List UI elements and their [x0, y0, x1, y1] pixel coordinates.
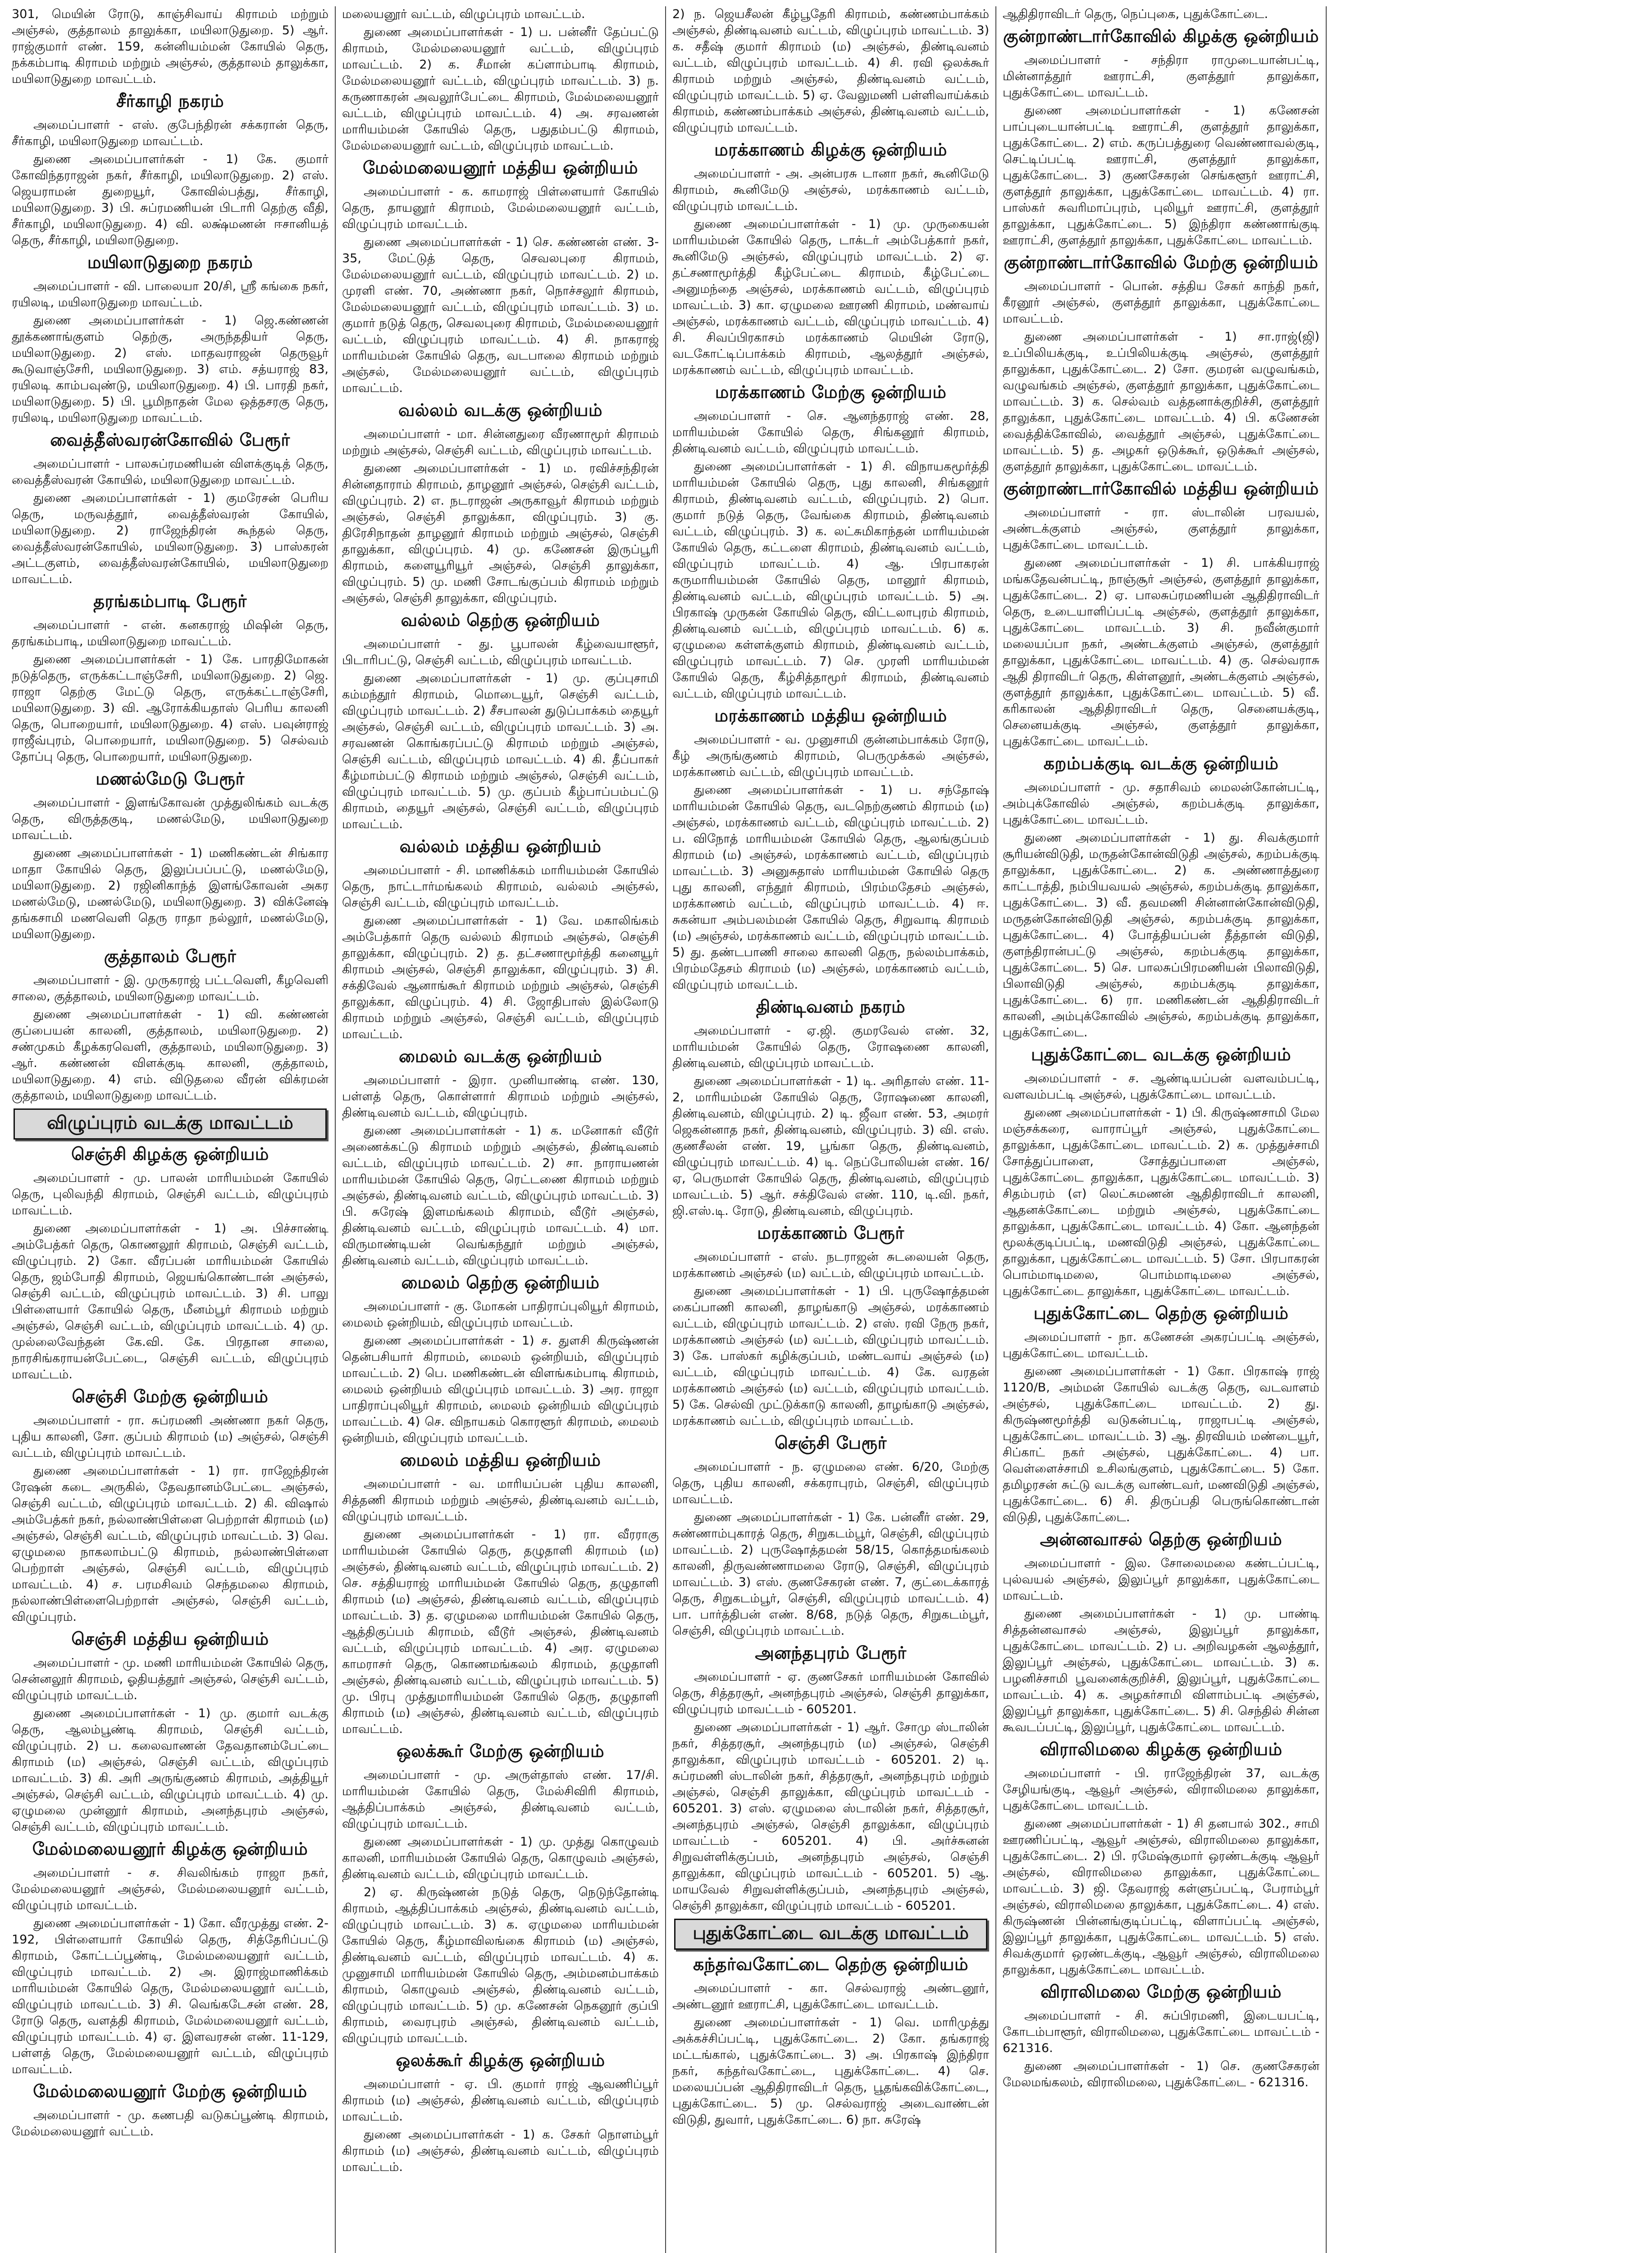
appointment-paragraph: 301, மெயின் ரோடு, காஞ்சிவாய் கிராமம் மற்றும் அஞ்சல், குத்தாலம் தாலுக்கா, மயிலாடுதுறை. 5) ஆர். ராஜ்குமார் எண். 159, கன்னியம்மன் கோயில் தெரு, நக்கம்பாடி கிராமம் மற்றும் அஞ்சல், குத்தாலம் தாலுக்கா, மயிலாடுதுறை மாவட்டம். [12, 7, 329, 86]
appointment-paragraph: அமைப்பாளர் - பி. ராஜேந்திரன் 37, வடக்கு சேழியங்குடி, ஆவூர் அஞ்சல், விராலிமலை தாலுக்கா, புதுக்கோட்டை மாவட்டம். [1003, 1766, 1319, 1813]
appointment-paragraph: துணை அமைப்பாளர்கள் - 1) ஆர். சோமு ஸ்டாலின் நகர், சித்தரசூர், அனந்தபுரம் (ம) அஞ்சல், செஞ்சி தாலுக்கா, விழுப்புரம் மாவட்டம் - 605201. 2) டி. சுப்ரமணி ஸ்டாலின் நகர், சித்தரசூர், அனந்தபுரம் மற்றும் அஞ்சல், செஞ்சி தாலுக்கா, விழுப்புரம் மாவட்டம் - 605201. 3) எஸ். ஏழுமலை ஸ்டாலின் நகர், சித்தரசூர், அனந்தபுரம் அஞ்சல், செஞ்சி தாலுக்கா, விழுப்புரம் மாவட்டம் - 605201. 4) பி. அர்ச்சுனன் சிறுவள்ளிக்குப்பம், அனந்தபுரம் அஞ்சல், செஞ்சி தாலுக்கா, விழுப்புரம் மாவட்டம் - 605201. 5) ஆ. மாயவேல் சிறுவள்ளிக்குப்பம், அனந்தபுரம் அஞ்சல், செஞ்சி தாலுக்கா, விழுப்புரம் மாவட்டம் - 605201. [672, 1720, 989, 1913]
appointment-paragraph: துணை அமைப்பாளர்கள் - 1) க. மனோகர் வீடூர் அணைக்கட்டு கிராமம் மற்றும் அஞ்சல், திண்டிவனம் வட்டம், விழுப்புரம் மாவட்டம். 2) சா. நாராயணன் மாரியம்மன் கோயில் தெரு, ரெட்டணை கிராமம் மற்றும் அஞ்சல், திண்டிவனம் வட்டம், விழுப்புரம் மாவட்டம். 3) பி. சுரேஷ் இளமங்கலம் கிராமம், வீடூர் அஞ்சல், திண்டிவனம் வட்டம், விழுப்புரம் மாவட்டம். 4) மா. விருமாண்டியன் வெங்கந்தூர் மற்றும் அஞ்சல், திண்டிவனம் வட்டம், விழுப்புரம் மாவட்டம். [342, 1124, 659, 1268]
section-heading: குன்றாண்டார்கோவில் மேற்கு ஒன்றியம் [1004, 252, 1319, 272]
appointment-paragraph: துணை அமைப்பாளர்கள் - 1) மு. பாண்டி சித்தன்னவாசல் அஞ்சல், இலுப்பூர் தாலுக்கா, புதுக்கோட்டை மாவட்டம். 2) ப. அறிவழகன் ஆலத்தூர், இலுப்பூர் அஞ்சல், புதுக்கோட்டை மாவட்டம். 3) க. பழனிச்சாமி பூவனைக்குறிச்சி, இலுப்பூர், புதுக்கோட்டை மாவட்டம். 4) க. அழகர்சாமி விளாம்பட்டி அஞ்சல், இலுப்பூர் தாலுக்கா, புதுக்கோட்டை. 5) சி. செந்தில் சின்ன கூவடப்பட்டி, இலுப்பூர், புதுக்கோட்டை மாவட்டம். [1003, 1607, 1319, 1734]
appointment-paragraph: அமைப்பாளர் - ந. ஏழுமலை எண். 6/20, மேற்கு தெரு, புதிய காலனி, சக்கராபுரம், செஞ்சி, விழுப்புரம் மாவட்டம். [672, 1460, 989, 1506]
section-heading: மைலம் மத்திய ஒன்றியம் [400, 1450, 601, 1470]
appointment-paragraph: அமைப்பாளர் - இல. சோலைமலை கண்டப்பட்டி, புல்வயல் அஞ்சல், இலுப்பூர் தாலுக்கா, புதுக்கோட்டை மாவட்டம். [1003, 1556, 1319, 1603]
appointment-paragraph: அமைப்பாளர் - மு. சதாசிவம் மைலன்கோன்பட்டி, அம்புக்கோவில் அஞ்சல், கறம்பக்குடி தாலுக்கா, புதுக்கோட்டை மாவட்டம். [1003, 780, 1319, 827]
appointment-paragraph: அமைப்பாளர் - வி. பாலையா 20/சி, ஸ்ரீ கங்கை நகர், ரயிலடி, மயிலாடுதுறை மாவட்டம். [12, 279, 329, 310]
section-heading: வைத்தீஸ்வரன்கோவில் பேரூர் [50, 430, 290, 450]
appointment-paragraph: துணை அமைப்பாளர்கள் - 1) மு. குமார் வடக்கு தெரு, ஆலம்பூண்டி கிராமம், செஞ்சி வட்டம், விழுப்புரம். 2) ப. கலைவாணன் தேவதானம்பேட்டை கிராமம் (ம) அஞ்சல், செஞ்சி வட்டம், விழுப்புரம் மாவட்டம். 3) கி. அரி அருங்குணம் கிராமம், அத்தியூர் அஞ்சல், செஞ்சி வட்டம், விழுப்புரம் மாவட்டம். 4) மு. ஏழுமலை முன்னூர் கிராமம், அனந்தபுரம் அஞ்சல், செஞ்சி வட்டம், விழுப்புரம் மாவட்டம். [12, 1706, 329, 1834]
section-heading: விராலிமலை கிழக்கு ஒன்றியம் [1040, 1739, 1282, 1759]
appointment-paragraph: துணை அமைப்பாளர்கள் - 1) மணிகண்டன் சிங்கார மாதா கோயில் தெரு, இலுப்பப்பட்டு, மணல்மேடு, மயிலாடுதுறை. 2) ரஜினிகாந்த் இளங்கோவன் அகர மணல்மேடு, மணல்மேடு, மயிலாடுதுறை. 3) விக்னேஷ் தங்கசாமி மணவெளி தெரு ராதா நல்லூர், மணல்மேடு, மயிலாடுதுறை. [12, 846, 329, 941]
appointment-paragraph: அமைப்பாளர் - ச. சிவலிங்கம் ராஜா நகர், மேல்மலையனூர் அஞ்சல், மேல்மலையனூர் வட்டம், விழுப்புரம் மாவட்டம். [12, 1866, 329, 1912]
appointment-paragraph: அமைப்பாளர் - கு. மோகன் பாதிராப்புலியூர் கிராமம், மைலம் ஒன்றியம், விழுப்புரம் மாவட்டம். [342, 1300, 659, 1330]
appointment-paragraph: அமைப்பாளர் - வ. மாரியப்பன் புதிய காலனி, சித்தணி கிராமம் மற்றும் அஞ்சல், திண்டிவனம் வட்டம், விழுப்புரம் மாவட்டம். [342, 1477, 659, 1523]
appointment-paragraph: துணை அமைப்பாளர்கள் - 1) சி தனபால் 302., சாமி ஊரணிப்பட்டி, ஆவூர் அஞ்சல், விராலிமலை தாலுக்கா, புதுக்கோட்டை. 2) பி. ரமேஷ்குமார் ஒரண்டக்குடி ஆவூர் அஞ்சல், விராலிமலை தாலுக்கா, புதுக்கோட்டை மாவட்டம். 3) ஜி. தேவராஜ் கள்ளுப்பட்டி, பேராம்பூர் அஞ்சல், விராலிமலை தாலுக்கா, புதுக்கோட்டை. 4) எஸ். கிருஷ்ணன் பின்னங்குடிப்பட்டி, விளாப்பட்டி அஞ்சல், இலுப்பூர் தாலுக்கா, புதுக்கோட்டை மாவட்டம். 5) எஸ். சிவக்குமார் ஒரண்டக்குடி, ஆவூர் அஞ்சல், விராலிமலை தாலுக்கா, புதுக்கோட்டை மாவட்டம். [1003, 1817, 1319, 1977]
appointment-paragraph: துணை அமைப்பாளர்கள் - 1) பி. கிருஷ்ணசாமி மேல மஞ்சக்கரை, வாராப்பூர் அஞ்சல், புதுக்கோட்டை தாலுக்கா, புதுக்கோட்டை மாவட்டம். 2) க. முத்துச்சாமி சோத்துப்பாளை, சோத்துப்பாளை அஞ்சல், புதுக்கோட்டை தாலுக்கா, புதுக்கோட்டை மாவட்டம். 3) சிதம்பரம் (எ) லெட்சுமணன் ஆதிதிராவிடர் காலனி, ஆதனக்கோட்டை மற்றும் அஞ்சல், புதுக்கோட்டை தாலுக்கா, புதுக்கோட்டை மாவட்டம். 4) கோ. ஆனந்தன் மூலக்குடிப்பட்டி, மணவிடுதி அஞ்சல், புதுக்கோட்டை தாலுக்கா, புதுக்கோட்டை மாவட்டம். 5) சோ. பிரபாகரன் பொம்மாடிமலை, பொம்மாடிமலை அஞ்சல், புதுக்கோட்டை தாலுக்கா, புதுக்கோட்டை மாவட்டம். [1003, 1106, 1319, 1298]
section-heading: குன்றாண்டார்கோவில் மத்திய ஒன்றியம் [1003, 479, 1319, 498]
appointment-paragraph: அமைப்பாளர் - எஸ். நடராஜன் சுடலையன் தெரு, மரக்காணம் அஞ்சல் (ம) வட்டம், விழுப்புரம் மாவட்டம். [672, 1250, 989, 1280]
section-heading: கறம்பக்குடி வடக்கு ஒன்றியம் [1043, 753, 1279, 773]
appointment-paragraph: அமைப்பாளர் - து. பூபாலன் கீழ்வையாளூர், பிடாரிபட்டு, செஞ்சி வட்டம், விழுப்புரம் மாவட்டம். [342, 637, 659, 667]
appointment-paragraph: அமைப்பாளர் - ஏ.ஜி. குமரவேல் எண். 32, மாரியம்மன் கோயில் தெரு, ரோஷணை காலனி, திண்டிவனம், விழுப்புரம் மாவட்டம். [672, 1024, 989, 1070]
appointment-paragraph: துணை அமைப்பாளர்கள் - 1) சி. பாக்கியராஜ் மங்கதேவன்பட்டி, நாஞ்சூர் அஞ்சல், குளத்தூர் தாலுக்கா, புதுக்கோட்டை. 2) ஏ. பாலசுப்ரமணியன் ஆதிதிராவிடர் தெரு, உடையாளிப்பட்டி அஞ்சல், குளத்தூர் தாலுக்கா, புதுக்கோட்டை மாவட்டம். 3) சி. நவீன்குமார் மலையப்பா நகர், அண்டக்குளம் அஞ்சல், குளத்தூர் தாலுக்கா, புதுக்கோட்டை மாவட்டம். 4) கு. செல்வராசு ஆதி திராவிடர் தெரு, கிள்ளனூர், அண்டக்குளம் அஞ்சல், குளத்தூர் தாலுக்கா, புதுக்கோட்டை மாவட்டம். 5) வீ. கரிகாலன் ஆதிதிராவிடர் தெரு, செனையக்குடி, செனையக்குடி அஞ்சல், குளத்தூர் தாலுக்கா, புதுக்கோட்டை மாவட்டம். [1003, 556, 1319, 748]
section-heading: செஞ்சி கிழக்கு ஒன்றியம் [71, 1144, 269, 1164]
section-heading: மைலம் தெற்கு ஒன்றியம் [401, 1272, 600, 1292]
appointment-paragraph: துணை அமைப்பாளர்கள் - 1) பி. புருஷோத்தமன் கைப்பாணி காலனி, தாழங்காடு அஞ்சல், மரக்காணம் வட்டம், விழுப்புரம் மாவட்டம். 2) எஸ். ரவி நேரு நகர், மரக்காணம் அஞ்சல் (ம) வட்டம், விழுப்புரம் மாவட்டம். 3) கே. பாஸ்கர் கழிக்குப்பம், மண்டவாய் அஞ்சல் (ம) வட்டம், விழுப்புரம் மாவட்டம். 4) கே. வரதன் மரக்காணம் அஞ்சல் (ம) வட்டம், விழுப்புரம் மாவட்டம். 5) கே. செல்வி முட்டுக்காடு காலனி, தாழங்காடு அஞ்சல், மரக்காணம் வட்டம், விழுப்புரம் மாவட்டம். [672, 1284, 989, 1428]
section-heading: அன்னவாசல் தெற்கு ஒன்றியம் [1040, 1529, 1282, 1549]
column-1 [5, 6, 336, 2253]
appointment-paragraph: அமைப்பாளர் - மு. கணபதி வடுகப்பூண்டி கிராமம், மேல்மலையனூர் வட்டம். [12, 2108, 329, 2139]
appointment-paragraph: துணை அமைப்பாளர்கள் - 1) து. சிவக்குமார் சூரியன்விடுதி, மருதன்கோன்விடுதி அஞ்சல், கறம்பக்குடி தாலுக்கா, புதுக்கோட்டை. 2) க. அண்ணாத்துரை காட்டாத்தி, நம்பியவயல் அஞ்சல், கறம்பக்குடி தாலுக்கா, புதுக்கோட்டை. 3) வீ. தவமணி சின்னான்கோன்விடுதி, மருதன்கோன்விடுதி அஞ்சல், கறம்பக்குடி தாலுக்கா, புதுக்கோட்டை. 4) போத்தியப்பன் தீத்தான் விடுதி, குளந்திரான்பட்டு அஞ்சல், கறம்பக்குடி தாலுக்கா, புதுக்கோட்டை. 5) செ. பாலசுப்பிரமணியன் பிலாவிடுதி, பிலாவிடுதி அஞ்சல், கறம்பக்குடி தாலுக்கா, புதுக்கோட்டை. 6) ரா. மணிகண்டன் ஆதிதிராவிடர் காலனி, அம்புக்கோவில் அஞ்சல், கறம்பக்குடி தாலுக்கா, புதுக்கோட்டை. [1003, 831, 1319, 1040]
appointment-paragraph: துணை அமைப்பாளர்கள் - 1) கோ. பிரகாஷ் ராஜ் 1120/B, அம்மன் கோயில் வடக்கு தெரு, வடவாளம் அஞ்சல், புதுக்கோட்டை மாவட்டம். 2) து. கிருஷ்ணமூர்த்தி வடுகன்பட்டி, ராஜாபட்டி அஞ்சல், புதுக்கோட்டை மாவட்டம். 3) ஆ. திரவியம் மண்டையூர், சிப்காட் நகர் அஞ்சல், புதுக்கோட்டை. 4) பா. வெள்ளைச்சாமி உசிலங்குளம், புதுக்கோட்டை. 5) கோ. தமிழரசன் சுட்டு வடக்கு வாண்டவர், மணவிடுதி அஞ்சல், புதுக்கோட்டை. 6) சி. திருப்பதி பெருங்கொண்டான் விடுதி, புதுக்கோட்டை. [1003, 1364, 1319, 1524]
section-heading: மேல்மலையனூர் கிழக்கு ஒன்றியம் [32, 1839, 308, 1859]
section-heading: கந்தர்வகோட்டை தெற்கு ஒன்றியம் [693, 1954, 968, 1974]
section-heading: திண்டிவனம் நகரம் [756, 997, 906, 1017]
appointment-paragraph: அமைப்பாளர் - பாலசுப்ரமணியன் விளக்குடித் தெரு, வைத்தீஸ்வரன் கோயில், மயிலாடுதுறை மாவட்டம். [12, 457, 329, 487]
section-heading: அனந்தபுரம் பேரூர் [755, 1643, 907, 1663]
section-heading: விராலிமலை மேற்கு ஒன்றியம் [1040, 1982, 1282, 2002]
column-3 [666, 6, 996, 2253]
appointment-paragraph: துணை அமைப்பாளர்கள் - 1) செ. கண்ணன் எண். 3-35, மேட்டுத் தெரு, செவலபுரை கிராமம், மேல்மலையனூர் வட்டம், விழுப்புரம் மாவட்டம். 2) ம. முரளி எண். 70, அண்ணா நகர், நொச்சலூர் கிராமம், மேல்மலையனூர் வட்டம், விழுப்புரம் மாவட்டம். 3) ம. குமார் நடுத் தெரு, செவலபுரை கிராமம், மேல்மலையனூர் வட்டம், விழுப்புரம் மாவட்டம். 4) சி. நாகராஜ் மாரியம்மன் கோயில் தெரு, வடபாலை கிராமம் மற்றும் அஞ்சல், மேல்மலையனூர் வட்டம், விழுப்புரம் மாவட்டம். [342, 235, 659, 395]
section-heading: மயிலாடுதுறை நகரம் [87, 252, 253, 272]
appointment-paragraph: அமைப்பாளர் - இளங்கோவன் முத்துலிங்கம் வடக்கு தெரு, விருத்தகுடி, மணல்மேடு, மயிலாடுதுறை மாவட்டம். [12, 796, 329, 842]
appointment-paragraph: அமைப்பாளர் - மா. சின்னதுரை வீரணாமூர் கிராமம் மற்றும் அஞ்சல், செஞ்சி வட்டம், விழுப்புரம் மாவட்டம். [342, 427, 659, 457]
section-heading: மரக்காணம் பேரூர் [757, 1223, 904, 1243]
district-banner: விழுப்புரம் வடக்கு மாவட்டம் [14, 1108, 327, 1140]
appointment-paragraph: அமைப்பாளர் - க. காமராஜ் பிள்ளையார் கோயில் தெரு, தாயனூர் கிராமம், மேல்மலையனூர் வட்டம், விழுப்புரம் மாவட்டம். [342, 185, 659, 231]
appointment-paragraph: அமைப்பாளர் - எஸ். குபேந்திரன் சக்கரான் தெரு, சீர்காழி, மயிலாடுதுறை மாவட்டம். [12, 118, 329, 148]
section-heading: மைலம் வடக்கு ஒன்றியம் [398, 1046, 602, 1066]
appointment-paragraph: துணை அமைப்பாளர்கள் - 1) ப. பன்னீர் தேப்பட்டு கிராமம், மேல்மலையனூர் வட்டம், விழுப்புரம் மாவட்டம். 2) க. சீமான் கப்ளாம்பாடி கிராமம், மேல்மலையனூர் வட்டம், விழுப்புரம் மாவட்டம். 3) ந. கருணாகரன் அவலூர்பேட்டை கிராமம், மேல்மலையனூர் வட்டம், விழுப்புரம் மாவட்டம். 4) அ. சரவணன் மாரியம்மன் கோயில் தெரு, பதுதம்பட்டு கிராமம், மேல்மலையனூர் வட்டம், விழுப்புரம் மாவட்டம். [342, 25, 659, 153]
appointment-paragraph: அமைப்பாளர் - நா. கணேசன் அகரப்பட்டி அஞ்சல், புதுக்கோட்டை மாவட்டம். [1003, 1330, 1319, 1360]
appointment-paragraph: துணை அமைப்பாளர்கள் - 1) ம. ரவிச்சந்திரன் சின்னதாராம் கிராமம், தாழனூர் அஞ்சல், செஞ்சி வட்டம், விழுப்புரம். 2) எ. நடராஜன் அருகாவூர் கிராமம் மற்றும் அஞ்சல், செஞ்சி தாலுக்கா, விழுப்புரம். 3) கு. திரேசிநாதன் தாழனூர் கிராமம் மற்றும் அஞ்சல், செஞ்சி தாலுக்கா, விழுப்புரம். 4) மு. கணேசன் இருப்பூரி கிராமம், களையூரியூர் அஞ்சல், செஞ்சி தாலுக்கா, விழுப்புரம். 5) மு. மணி சோடங்குப்பம் கிராமம் மற்றும் அஞ்சல், செஞ்சி தாலுக்கா, விழுப்புரம். [342, 461, 659, 605]
section-heading: சீர்காழி நகரம் [116, 91, 224, 111]
appointment-paragraph: அமைப்பாளர் - பொன். சத்திய சேகர் காந்தி நகர், கீரனூர் அஞ்சல், குளத்தூர் தாலுக்கா, புதுக்கோட்டை மாவட்டம். [1003, 279, 1319, 326]
section-heading: புதுக்கோட்டை வடக்கு ஒன்றியம் [1031, 1044, 1291, 1064]
section-heading: செஞ்சி மத்திய ஒன்றியம் [71, 1629, 269, 1649]
appointment-paragraph: துணை அமைப்பாளர்கள் - 1) ச. துளசி கிருஷ்ணன் தென்பசியார் கிராமம், மைலம் ஒன்றியம், விழுப்புரம் மாவட்டம். 2) பெ. மணிகண்டன் விளங்கம்பாடி கிராமம், மைலம் ஒன்றியம் விழுப்புரம் மாவட்டம். 3) அர. ராஜா பாதிராப்புலியூர் கிராமம், மைலம் ஒன்றியம் விழுப்புரம் மாவட்டம். 4) செ. விநாயகம் கொரளூர் கிராமம், மைலம் ஒன்றியம், விழுப்புரம் மாவட்டம். [342, 1334, 659, 1445]
section-heading: வல்லம் மத்திய ஒன்றியம் [399, 836, 602, 856]
appointment-paragraph: அமைப்பாளர் - அ. அன்பரசு டானா நகர், கூனிமேடு கிராமம், கூனிமேடு அஞ்சல், மரக்காணம் வட்டம், விழுப்புரம் மாவட்டம். [672, 167, 989, 213]
section-heading: தரங்கம்பாடி பேரூர் [93, 591, 247, 611]
appointment-paragraph: துணை அமைப்பாளர்கள் - 1) கே. பாரதிமோகன் நடுத்தெரு, எருக்கட்டாஞ்சேரி, மயிலாடுதுறை. 2) ஜெ. ராஜா தெற்கு மேட்டு தெரு, எருக்கட்டாஞ்சேரி, மயிலாடுதுறை. 3) வி. ஆரோக்கியதாஸ் பெரிய காலனி தெரு, பொறையார், மயிலாடுதுறை. 4) எஸ். பவுன்ராஜ் ராஜீவ்புரம், பொறையார், மயிலாடுதுறை. 5) செல்வம் தோப்பு தெரு, பொறையார், மயிலாடுதுறை. [12, 652, 329, 764]
appointment-paragraph: அமைப்பாளர் - கா. செல்வராஜ் அண்டனூர், அண்டனூர் ஊராட்சி, புதுக்கோட்டை மாவட்டம். [672, 1981, 989, 2011]
appointment-paragraph: துணை அமைப்பாளர்கள் - 1) சா.ராஜ்(ஜி) உப்பிலியக்குடி, உப்பிலியக்குடி அஞ்சல், குளத்தூர் தாலுக்கா, புதுக்கோட்டை. 2) சோ. குமரன் வழுவங்கம், வழுவங்கம் அஞ்சல், குளத்தூர் தாலுக்கா, புதுக்கோட்டை மாவட்டம். 3) க. செல்வம் வத்தனாக்குறிச்சி, குளத்தூர் தாலுக்கா, புதுக்கோட்டை மாவட்டம். 4) பி. கணேசன் வைத்திக்கோவில், வைத்தூர் அஞ்சல், புதுக்கோட்டை மாவட்டம். 5) த. அழகர் ஒடுக்கூர், ஒடுக்கூர் அஞ்சல், குளத்தூர் தாலுக்கா, புதுக்கோட்டை மாவட்டம். [1003, 330, 1319, 474]
appointment-paragraph: துணை அமைப்பாளர்கள் - 1) ஜெ.கண்ணன் தூக்கணாங்குளம் தெற்கு, அருந்ததியர் தெரு, மயிலாடுதுறை. 2) எஸ். மாதவராஜன் தெருவூர் கூடுவாஞ்சேரி, மயிலாடுதுறை. 3) எம். சத்யராஜ் 83, ரயிலடி காம்பவுண்டு, மயிலாடுதுறை. 4) பி. பாரதி நகர், மயிலாடுதுறை. 5) பி. பூமிநாதன் மேல ஒத்தசரகு தெரு, ரயிலடி, மயிலாடுதுறை மாவட்டம். [12, 314, 329, 425]
appointment-paragraph: துணை அமைப்பாளர்கள் - 1) கோ. வீரமுத்து எண். 2-192, பிள்ளையார் கோயில் தெரு, சித்தேரிப்பட்டு கிராமம், கோட்டப்பூண்டி, மேல்மலையனூர் வட்டம், விழுப்புரம் மாவட்டம். 2) அ. இராஜ்மாணிக்கம் மாரியம்மன் கோயில் தெரு, மேல்மலையனூர் வட்டம், விழுப்புரம் மாவட்டம். 3) சி. வெங்கடேசன் எண். 28, ரோடு தெரு, வளத்தி கிராமம், மேல்மலையனூர் வட்டம், விழுப்புரம் மாவட்டம். 4) ஏ. இளவரசன் எண். 11-129, பள்ளத் தெரு, மேல்மலையனூர் வட்டம், விழுப்புரம் மாவட்டம். [12, 1916, 329, 2076]
appointment-paragraph: துணை அமைப்பாளர்கள் - 1) ப. சந்தோஷ் மாரியம்மன் கோயில் தெரு, வடநெற்குணம் கிராமம் (ம) அஞ்சல், மரக்காணம் வட்டம், விழுப்புரம் மாவட்டம். 2) ப. விநோத் மாரியம்மன் கோயில் தெரு, ஆலங்குப்பம் கிராமம் (ம) அஞ்சல், மரக்காணம் வட்டம், விழுப்புரம் மாவட்டம். 3) அனுசுதாஸ் மாரியம்மன் கோயில் தெரு புது காலனி, எந்தூர் கிராமம், பிரம்மதேசம் அஞ்சல், மரக்காணம் வட்டம், விழுப்புரம் மாவட்டம். 4) ஈ. சுகன்யா அம்பலம்மன் கோயில் தெரு, சிறுவாடி கிராமம் (ம) அஞ்சல், மரக்காணம் வட்டம், விழுப்புரம் மாவட்டம். 5) து. தண்டபாணி சாலை காலனி தெரு, நல்லம்பாக்கம், பிரம்மதேசம் கிராமம் (ம) அஞ்சல், மரக்காணம் வட்டம், விழுப்புரம் மாவட்டம். [672, 783, 989, 992]
section-heading: வல்லம் தெற்கு ஒன்றியம் [401, 610, 600, 630]
appointment-paragraph: அமைப்பாளர் - சி. மாணிக்கம் மாரியம்மன் கோயில் தெரு, நாட்டார்மங்கலம் கிராமம், வல்லம் அஞ்சல், செஞ்சி வட்டம், விழுப்புரம் மாவட்டம். [342, 863, 659, 910]
appointment-paragraph: துணை அமைப்பாளர்கள் - 1) க. சேகர் நொளம்பூர் கிராமம் (ம) அஞ்சல், திண்டிவனம் வட்டம், விழுப்புரம் மாவட்டம். [342, 2128, 659, 2174]
appointment-paragraph: அமைப்பாளர் - இ. முருகராஜ் பட்டவெளி, கீழவெளி சாலை, குத்தாலம், மயிலாடுதுறை மாவட்டம். [12, 973, 329, 1003]
appointment-paragraph: துணை அமைப்பாளர்கள் - 1) டி. அரிதாஸ் எண். 11-2, மாரியம்மன் கோயில் தெரு, ரோஷணை காலனி, திண்டிவனம், விழுப்புரம். 2) டி. ஜீவா எண். 53, அமரர் ஜெகன்னாத நகர், திண்டிவனம், விழுப்புரம். 3) வி. எஸ். குணசீலன் எண். 19, பூங்கா தெரு, திண்டிவனம், விழுப்புரம் மாவட்டம். 4) டி. நெப்போலியன் எண். 16/ஏ, பெருமாள் கோயில் தெரு, திண்டிவனம், விழுப்புரம் மாவட்டம். 5) ஆர். சக்திவேல் எண். 110, டி.வி. நகர், ஜி.எஸ்.டி. ரோடு, திண்டிவனம், விழுப்புரம். [672, 1074, 989, 1218]
appointment-paragraph: துணை அமைப்பாளர்கள் - 1) கணேசன் பாப்புடையான்பட்டி ஊராட்சி, குளத்தூர் தாலுக்கா, புதுக்கோட்டை. 2) எம். கருப்பத்துரை வெண்ணாவல்குடி, செட்டிப்பட்டி ஊராட்சி, குளத்தூர் தாலுக்கா, புதுக்கோட்டை. 3) குணசேகரன் செங்களூர் ஊராட்சி, குளத்தூர் தாலுக்கா, புதுக்கோட்டை மாவட்டம். 4) ரா. பாஸ்கர் சுவரிமாப்புரம், புலியூர் ஊராட்சி, குளத்தூர் தாலுக்கா, புதுக்கோட்டை. 5) இந்திரா கண்ணாங்குடி ஊராட்சி, குளத்தூர் தாலுக்கா, புதுக்கோட்டை மாவட்டம். [1003, 104, 1319, 247]
appointment-paragraph: அமைப்பாளர் - மு. மணி மாரியம்மன் கோயில் தெரு, சென்னலூர் கிராமம், ஓதியத்தூர் அஞ்சல், செஞ்சி வட்டம், விழுப்புரம் மாவட்டம். [12, 1656, 329, 1702]
appointment-paragraph: மலையனூர் வட்டம், விழுப்புரம் மாவட்டம். [342, 7, 585, 21]
section-heading: மணல்மேடு பேரூர் [96, 769, 245, 789]
section-heading: மரக்காணம் கிழக்கு ஒன்றியம் [714, 140, 947, 160]
appointment-paragraph: துணை அமைப்பாளர்கள் - 1) ரா. ராஜேந்திரன் ரேஷன் கடை அருகில், தேவதானம்பேட்டை அஞ்சல், செஞ்சி வட்டம், விழுப்புரம் மாவட்டம். 2) கி. விஷால் அம்பேத்கர் நகர், நல்லாண்பிள்ளை பெற்றாள் கிராமம் (ம) அஞ்சல், செஞ்சி வட்டம், விழுப்புரம் மாவட்டம். 3) வெ. ஏழுமலை நாகலாம்பட்டு கிராமம், நல்லாண்பிள்ளை பெற்றாள் அஞ்சல், செஞ்சி வட்டம், விழுப்புரம் மாவட்டம். 4) ச. பரமசிவம் செந்தமலை கிராமம், நல்லாண்பிள்ளைபெற்றாள் அஞ்சல், செஞ்சி வட்டம், விழுப்புரம். [12, 1464, 329, 1624]
appointment-paragraph: துணை அமைப்பாளர்கள் - 1) வி. கண்ணன் குப்பையன் காலனி, குத்தாலம், மயிலாடுதுறை. 2) சண்முகம் கீழக்கரவெளி, குத்தாலம், மயிலாடுதுறை. 3) ஆர். கண்ணன் விளக்குடி காலனி, குத்தாலம், மயிலாடுதுறை. 4) எம். விடுதலை வீரன் விக்ரமன் குத்தாலம், மயிலாடுதுறை மாவட்டம். [12, 1008, 329, 1103]
appointment-paragraph: அமைப்பாளர் - வ. முனுசாமி குன்னம்பாக்கம் ரோடு, கீழ் அருங்குணம் கிராமம், பெருமுக்கல் அஞ்சல், மரக்காணம் வட்டம், விழுப்புரம் மாவட்டம். [672, 733, 989, 779]
column-2 [336, 6, 666, 2253]
appointment-paragraph: துணை அமைப்பாளர்கள் - 1) மு. முருகையன் மாரியம்மன் கோயில் தெரு, டாக்டர் அம்பேத்கார் நகர், கூனிமேடு அஞ்சல், விழுப்புரம் மாவட்டம். 2) ஏ. தட்சணாமூர்த்தி கீழ்பேட்டை கிராமம், கீழ்பேட்டை அனுமந்தை அஞ்சல், மரக்காணம் வட்டம், விழுப்புரம் மாவட்டம். 3) கா. ஏழுமலை ஊரணி கிராமம், மண்வாய் அஞ்சல், மரக்காணம் வட்டம், விழுப்புரம் மாவட்டம். 4) சி. சிவப்பிரகாசம் மரக்காணம் மெயின் ரோடு, வடகோட்டிப்பாக்கம் கிராமம், ஆலத்தூர் அஞ்சல், மரக்காணம் வட்டம், விழுப்புரம் மாவட்டம். [672, 217, 989, 377]
appointment-paragraph: ஆதிதிராவிடர் தெரு, நெப்புகை, புதுக்கோட்டை. [1003, 7, 1269, 21]
appointment-paragraph: 2) ஏ. கிருஷ்ணன் நடுத் தெரு, நெடுந்தோன்டி கிராமம், ஆத்திப்பாக்கம் அஞ்சல், திண்டிவனம் வட்டம், விழுப்புரம் மாவட்டம். 3) க. ஏழுமலை மாரியம்மன் கோயில் தெரு, கீழ்மாவிலங்கை கிராமம் (ம) அஞ்சல், திண்டிவனம் வட்டம், விழுப்புரம் மாவட்டம். 4) க. முனுசாமி மாரியம்மன் கோயில் தெரு, அம்மனம்பாக்கம் கிராமம், கொழுவம் அஞ்சல், திண்டிவனம் வட்டம், விழுப்புரம் மாவட்டம். 5) மு. கணேசன் நெகனூர் குப்பி கிராமம், வைரபுரம் அஞ்சல், திண்டிவனம் வட்டம், விழுப்புரம் மாவட்டம். [342, 1885, 659, 2045]
appointment-paragraph: துணை அமைப்பாளர்கள் - 1) ரா. வீரராகு மாரியம்மன் கோயில் தெரு, தழுதாளி கிராமம் (ம) அஞ்சல், திண்டிவனம் வட்டம், விழுப்புரம் மாவட்டம். 2) செ. சத்தியராஜ் மாரியம்மன் கோயில் தெரு, தழுதாளி கிராமம் (ம) அஞ்சல், திண்டிவனம் வட்டம், விழுப்புரம் மாவட்டம். 3) த. ஏழுமலை மாரியம்மன் கோயில் தெரு, ஆத்திகுப்பம் கிராமம், வீடூர் அஞ்சல், திண்டிவனம் வட்டம், விழுப்புரம் மாவட்டம். 4) அர. ஏழுமலை காமராசர் தெரு, கொணமங்கலம் கிராமம், தழுதாளி அஞ்சல், திண்டிவனம் வட்டம், விழுப்புரம் மாவட்டம். 5) மு. பிரபு முத்துமாரியம்மன் கோயில் தெரு, தழுதாளி கிராமம் (ம) அஞ்சல், திண்டிவனம் வட்டம், விழுப்புரம் மாவட்டம். [342, 1528, 659, 1736]
appointment-paragraph: 2) ந. ஜெயசீலன் கீழ்பூதேரி கிராமம், கண்ணம்பாக்கம் அஞ்சல், திண்டிவனம் வட்டம், விழுப்புரம் மாவட்டம். 3) க. சதீஷ் குமார் கிராமம் (ம) அஞ்சல், திண்டிவனம் வட்டம், விழுப்புரம் மாவட்டம். 4) சி. ரவி ஒலக்கூர் கிராமம் மற்றும் அஞ்சல், திண்டிவனம் வட்டம், விழுப்புரம் மாவட்டம். 5) ஏ. வேலுமணி பள்ளிவாய்க்கம் கிராமம், கண்ணம்பாக்கம் அஞ்சல், திண்டிவனம் வட்டம், விழுப்புரம் மாவட்டம். [672, 7, 989, 135]
district-banner: புதுக்கோட்டை வடக்கு மாவட்டம் [674, 1919, 987, 1950]
section-heading: மேல்மலையனூர் மேற்கு ஒன்றியம் [33, 2081, 307, 2101]
appointment-paragraph: அமைப்பாளர் - சந்திரா ராமுடையான்பட்டி, மின்னாத்தூர் ஊராட்சி, குளத்தூர் தாலுக்கா, புதுக்கோட்டை மாவட்டம். [1003, 53, 1319, 100]
appointment-paragraph: துணை அமைப்பாளர்கள் - 1) மு. முத்து கொழுவம் காலனி, மாரியம்மன் கோயில் தெரு, கொழுவம் அஞ்சல், திண்டிவனம் வட்டம், விழுப்புரம் மாவட்டம். [342, 1835, 659, 1881]
section-heading: மரக்காணம் மத்திய ஒன்றியம் [714, 706, 947, 725]
appointment-paragraph: துணை அமைப்பாளர்கள் - 1) வே. மகாலிங்கம் அம்பேத்கார் தெரு வல்லம் கிராமம் அஞ்சல், செஞ்சி தாலுக்கா, விழுப்புரம். 2) த. தட்சணாமூர்த்தி கனையூர் கிராமம் அஞ்சல், செஞ்சி தாலுக்கா, விழுப்புரம். 3) சி. சக்திவேல் ஆனாங்கூர் கிராமம் மற்றும் அஞ்சல், செஞ்சி தாலுக்கா, விழுப்புரம். 4) சி. ஜோதிபாஸ் இல்லோடு கிராமம் மற்றும் அஞ்சல், செஞ்சி வட்டம், விழுப்புரம் மாவட்டம். [342, 914, 659, 1041]
appointment-paragraph: துணை அமைப்பாளர்கள் - 1) வெ. மாரிமுத்து அக்கச்சிப்பட்டி, புதுக்கோட்டை. 2) கோ. தங்கராஜ் மட்டங்கால், புதுக்கோட்டை. 3) அ. பிரகாஷ் இந்திரா நகர், கந்தர்வகோட்டை, புதுக்கோட்டை. 4) செ. மலையப்பன் ஆதிதிராவிடர் தெரு, பூதங்கவிக்கோட்டை, புதுக்கோட்டை. 5) மு. செல்வராஜ் அடைவாண்டன் விடுதி, துவார், புதுக்கோட்டை. 6) நா. சுரேஷ் [672, 2016, 989, 2127]
section-heading: ஒலக்கூர் கிழக்கு ஒன்றியம் [396, 2050, 605, 2070]
appointment-paragraph: அமைப்பாளர் - ச. ஆண்டியப்பன் வளவம்பட்டி, வளவம்பட்டி அஞ்சல், புதுக்கோட்டை மாவட்டம். [1003, 1072, 1319, 1102]
appointment-paragraph: அமைப்பாளர் - ஏ. குணசேகர் மாரியம்மன் கோவில் தெரு, சித்தரசூர், அனந்தபுரம் அஞ்சல், செஞ்சி தாலுக்கா, விழுப்புரம் மாவட்டம் - 605201. [672, 1670, 989, 1716]
section-heading: செஞ்சி மேற்கு ஒன்றியம் [72, 1386, 269, 1406]
appointment-paragraph: அமைப்பாளர் - சி. சுப்பிரமணி, இடையபட்டி, கோடம்பாளூர், விராலிமலை, புதுக்கோட்டை மாவட்டம் - 621316. [1003, 2009, 1319, 2055]
section-heading: ஒலக்கூர் மேற்கு ஒன்றியம் [396, 1741, 605, 1761]
appointment-paragraph: துணை அமைப்பாளர்கள் - 1) குமரேசன் பெரிய தெரு, மருவத்தூர், வைத்தீஸ்வரன் கோயில், மயிலாடுதுறை. 2) ராஜேந்திரன் கூந்தல் தெரு, வைத்தீஸ்வரன்கோயில், மயிலாடுதுறை. 3) பாஸ்கரன் அட்டகுளம், வைத்தீஸ்வரன்கோயில், மயிலாடுதுறை மாவட்டம். [12, 491, 329, 586]
appointment-paragraph: துணை அமைப்பாளர்கள் - 1) சி. விநாயகமூர்த்தி மாரியம்மன் கோயில் தெரு, புது காலனி, சிங்கனூர் கிராமம், திண்டிவனம் வட்டம், விழுப்புரம். 2) பொ. குமார் நடுத் தெரு, வேங்கை கிராமம், திண்டிவனம் வட்டம், விழுப்புரம். 3) க. லட்சுமிகாந்தன் மாரியம்மன் கோயில் தெரு, கட்டளை கிராமம், திண்டிவனம் வட்டம், விழுப்புரம் மாவட்டம். 4) ஆ. பிரபாகரன் கருமாரியம்மன் கோயில் தெரு, மானூர் கிராமம், திண்டிவனம் வட்டம், விழுப்புரம் மாவட்டம். 5) அ. பிரகாஷ் முருகன் கோயில் தெரு, விட்டலாபுரம் கிராமம், திண்டிவனம் வட்டம், விழுப்புரம் மாவட்டம். 6) க. ஏழுமலை கள்ளக்குளம் கிராமம், திண்டிவனம் வட்டம், விழுப்புரம் மாவட்டம். 7) செ. முரளி மாரியம்மன் கோயில் தெரு, கீழ்சித்தாமூர் கிராமம், திண்டிவனம் வட்டம், விழுப்புரம் மாவட்டம். [672, 460, 989, 701]
section-heading: மரக்காணம் மேற்கு ஒன்றியம் [715, 382, 947, 402]
appointment-paragraph: அமைப்பாளர் - மு. பாலன் மாரியம்மன் கோயில் தெரு, புலிவந்தி கிராமம், செஞ்சி வட்டம், விழுப்புரம் மாவட்டம். [12, 1171, 329, 1218]
appointment-paragraph: துணை அமைப்பாளர்கள் - 1) மு. குப்புசாமி கம்மந்தூர் கிராமம், மொடையூர், செஞ்சி வட்டம், விழுப்புரம் மாவட்டம். 2) சீசபாலன் துடுப்பாக்கம் தையூர் அஞ்சல், செஞ்சி வட்டம், விழுப்புரம் மாவட்டம். 3) அ. சரவணன் கொங்கரப்பட்டு கிராமம் மற்றும் அஞ்சல், செஞ்சி வட்டம், விழுப்புரம் மாவட்டம். 4) கி. தீப்பாகர் கீழ்மாம்பட்டு கிராமம் மற்றும் அஞ்சல், செஞ்சி வட்டம், விழுப்புரம் மாவட்டம். 5) மு. குப்பம் கீழ்பாப்பம்பட்டு கிராமம், தையூர் அஞ்சல், செஞ்சி வட்டம், விழுப்புரம் மாவட்டம். [342, 671, 659, 831]
appointment-paragraph: அமைப்பாளர் - என். கனகராஜ் மிஷின் தெரு, தரங்கம்பாடி, மயிலாடுதுறை மாவட்டம். [12, 618, 329, 648]
section-heading: வல்லம் வடக்கு ஒன்றியம் [398, 400, 602, 420]
appointment-paragraph: அமைப்பாளர் - இரா. முனியாண்டி எண். 130, பள்ளத் தெரு, கொள்ளார் கிராமம் மற்றும் அஞ்சல், திண்டிவனம் வட்டம், விழுப்புரம். [342, 1073, 659, 1120]
section-heading: செஞ்சி பேரூர் [775, 1433, 887, 1453]
column-4 [996, 6, 1327, 2253]
appointment-paragraph: துணை அமைப்பாளர்கள் - 1) செ. குணசேகரன் மேலமங்கலம், விராலிமலை, புதுக்கோட்டை - 621316. [1003, 2059, 1319, 2089]
appointment-paragraph: துணை அமைப்பாளர்கள் - 1) கே. குமார் கோவிந்தராஜன் நகர், சீர்காழி, மயிலாடுதுறை. 2) எஸ். ஜெயராமன் துறையூர், கோவில்பத்து, சீர்காழி, மயிலாடுதுறை. 3) பி. சுப்ரமணியன் பிடாரி தெற்கு வீதி, சீர்காழி, மயிலாடுதுறை. 4) வி. லக்ஷ்மணன் ஈசானியத் தெரு, சீர்காழி, மயிலாடுதுறை. [12, 152, 329, 247]
appointment-paragraph: அமைப்பாளர் - ரா. சுப்ரமணி அண்ணா நகர் தெரு, புதிய காலனி, சோ. குப்பம் கிராமம் (ம) அஞ்சல், செஞ்சி வட்டம், விழுப்புரம் மாவட்டம். [12, 1414, 329, 1460]
section-heading: புதுக்கோட்டை தெற்கு ஒன்றியம் [1033, 1303, 1289, 1323]
section-heading: மேல்மலையனூர் மத்திய ஒன்றியம் [362, 158, 639, 178]
appointment-paragraph: துணை அமைப்பாளர்கள் - 1) அ. பிச்சாண்டி அம்பேத்கர் தெரு, கொணலூர் கிராமம், செஞ்சி வட்டம், விழுப்புரம். 2) கோ. வீரப்பன் மாரியம்மன் கோயில் தெரு, ஜம்போதி கிராமம், ஜெயங்கொண்டான் அஞ்சல், செஞ்சி வட்டம், விழுப்புரம் மாவட்டம். 3) சி. பாலு பிள்ளையார் கோயில் தெரு, மீனம்பூர் கிராமம் மற்றும் அஞ்சல், செஞ்சி வட்டம், விழுப்புரம் மாவட்டம். 4) மு. முல்லைவேந்தன் கே.வி. கே. பிரதான சாலை, நாரசிங்கராயன்பேட்டை, செஞ்சி வட்டம், விழுப்புரம் மாவட்டம். [12, 1222, 329, 1382]
appointment-paragraph: அமைப்பாளர் - மு. அருள்தாஸ் எண். 17/சி. மாரியம்மன் கோயில் தெரு, மேல்சிவிரி கிராமம், ஆத்திப்பாக்கம் அஞ்சல், திண்டிவனம் வட்டம், விழுப்புரம் மாவட்டம். [342, 1768, 659, 1831]
appointment-paragraph: அமைப்பாளர் - ரா. ஸ்டாலின் பரவயல், அண்டக்குளம் அஞ்சல், குளத்தூர் தாலுக்கா, புதுக்கோட்டை மாவட்டம். [1003, 506, 1319, 552]
appointment-paragraph: அமைப்பாளர் - ஏ. பி. குமார் ராஜ் ஆவணிப்பூர் கிராமம் (ம) அஞ்சல், திண்டிவனம் வட்டம், விழுப்புரம் மாவட்டம். [342, 2077, 659, 2124]
appointment-paragraph: அமைப்பாளர் - செ. ஆனந்தராஜ் எண். 28, மாரியம்மன் கோயில் தெரு, சிங்கனூர் கிராமம், திண்டிவனம் வட்டம், விழுப்புரம் மாவட்டம். [672, 409, 989, 456]
section-heading: குன்றாண்டார்கோவில் கிழக்கு ஒன்றியம் [1003, 26, 1319, 46]
appointment-paragraph: துணை அமைப்பாளர்கள் - 1) கே. பன்னீர் எண். 29, சுண்ணாம்புகாரத் தெரு, சிறுகடம்பூர், செஞ்சி, விழுப்புரம் மாவட்டம். 2) புருஷோத்தமன் 58/15, கொத்தமங்கலம் காலனி, திருவண்ணாமலை ரோடு, செஞ்சி, விழுப்புரம் மாவட்டம். 3) எஸ். குணசேகரன் எண். 7, குட்டைக்காரத் தெரு, சிறுகடம்பூர், செஞ்சி, விழுப்புரம் மாவட்டம். 4) பா. பார்த்திபன் எண். 8/68, நடுத் தெரு, சிறுகடம்பூர், செஞ்சி, விழுப்புரம் மாவட்டம். [672, 1510, 989, 1638]
section-heading: குத்தாலம் பேரூர் [104, 946, 237, 966]
